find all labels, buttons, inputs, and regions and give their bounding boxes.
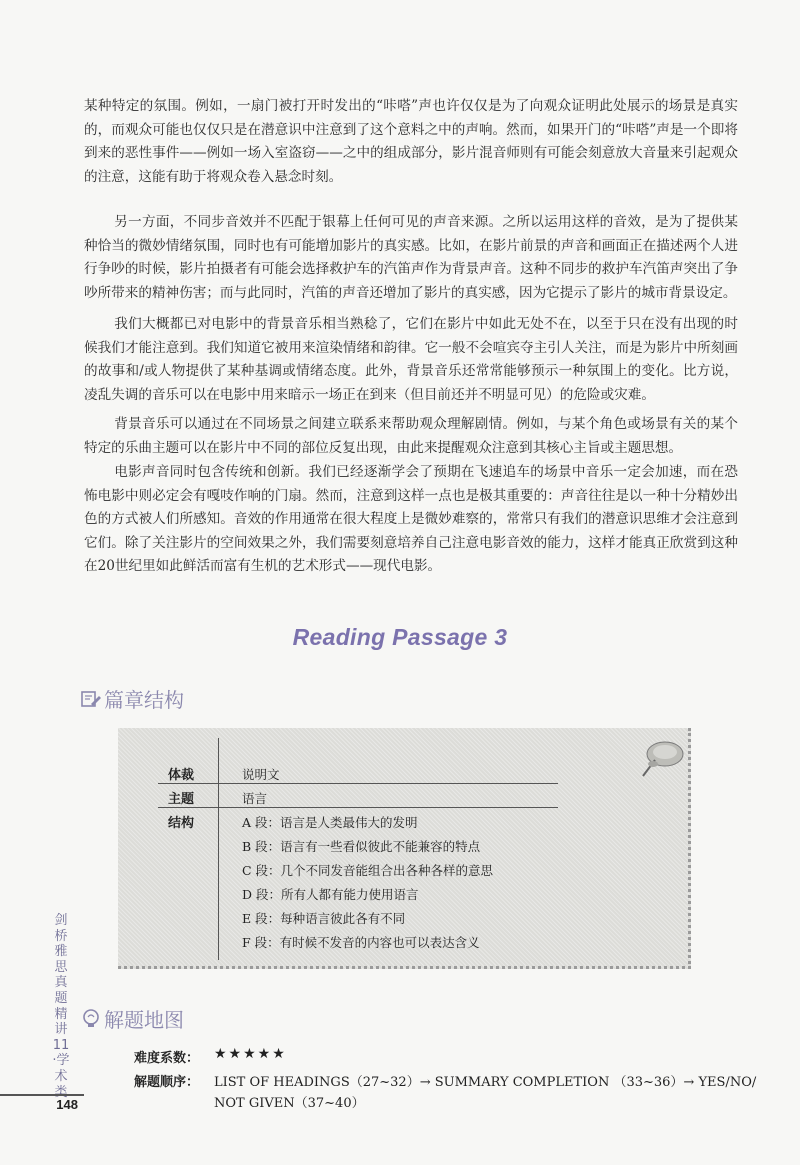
genre-label: 体裁 [168, 768, 195, 783]
genre-value: 说明文 [242, 767, 280, 782]
structure-label: 结构 [168, 816, 195, 831]
structure-item-c: C 段：几个不同发音能组合出各种各样的意思 [242, 863, 494, 878]
document-pencil-icon [80, 689, 102, 709]
book-sidebar-title: 剑桥雅思真题精讲11·学术类 [52, 913, 70, 1100]
pushpin-icon [635, 738, 687, 782]
paragraph-4: 背景音乐可以通过在不同场景之间建立联系来帮助观众理解剧情。例如，与某个角色或场景有关的某个特定的乐曲主题可以在影片中不同的部位反复出现，由此来提醒观众注意到其核心主旨或主题思想。 [84, 416, 738, 456]
page-number: 148 [56, 1097, 78, 1112]
structure-item-a: A 段：语言是人类最伟大的发明 [242, 815, 418, 830]
order-line-2: NOT GIVEN（37~40） [214, 1096, 365, 1111]
structure-item-d: D 段：所有人都有能力使用语言 [242, 887, 419, 902]
difficulty-label: 难度系数： [134, 1051, 200, 1066]
order-label: 解题顺序： [134, 1075, 200, 1090]
paragraph-1: 某种特定的氛围。例如，一扇门被打开时发出的“咔嗒”声也许仅仅是为了向观众证明此处展示的场景是真实的，而观众可能也仅仅只是在潜意识中注意到了这个意料之中的声响。然而，如果开门的“咔嗒”声是一个即将到来的恶性事件——例如一场入室盗窃——之中的组成部分，影片混音师则有可能会刻意放大音量来引起观众的注意，这能有助于将观众卷入悬念时刻。 [84, 98, 738, 185]
paragraph-3: 我们大概都已对电影中的背景音乐相当熟稔了，它们在影片中如此无处不在，以至于只在没有出现的时候我们才能注意到。我们知道它被用来渲染情绪和韵律。它一般不会喧宾夺主引人关注，而是为影片中所刻画的故事和/或人物提供了某种基调或情绪态度。此外，背景音乐还常常能够预示一种氛围上的变化。比方说，凌乱失调的音乐可以在电影中用来暗示一场正在到来（但目前还并不明显可见）的危险或灾难。 [84, 316, 738, 403]
page-number-rule [0, 1094, 84, 1096]
passage-heading: Reading Passage 3 [292, 624, 508, 650]
lightbulb-icon [80, 1008, 102, 1030]
difficulty-stars: ★★★★★ [214, 1046, 287, 1062]
structure-item-f: F 段：有时候不发音的内容也可以表达含义 [242, 935, 480, 950]
structure-table [118, 728, 691, 969]
structure-item-b: B 段：语言有一些看似彼此不能兼容的特点 [242, 839, 481, 854]
section-map-title: 解题地图 [80, 1004, 184, 1033]
topic-label: 主题 [168, 792, 195, 807]
order-line-1: LIST OF HEADINGS（27~32）→ SUMMARY COMPLETION （33~36）→ YES/NO/ [214, 1075, 757, 1090]
section-structure-title: 篇章结构 [80, 684, 184, 713]
topic-value: 语言 [242, 791, 268, 806]
structure-item-e: E 段：每种语言彼此各有不同 [242, 911, 406, 926]
paragraph-2: 另一方面，不同步音效并不匹配于银幕上任何可见的声音来源。之所以运用这样的音效，是为了提供某种恰当的微妙情绪氛围，同时也有可能增加影片的真实感。比如，在影片前景的声音和画面正在描述两个人进行争吵的时候，影片拍摄者有可能会选择救护车的汽笛声作为背景声音。这种不同步的救护车汽笛声突出了争吵所带来的精神伤害；而与此同时，汽笛的声音还增加了影片的真实感，因为它提示了影片的城市背景设定。 [84, 214, 738, 301]
paragraph-5: 电影声音同时包含传统和创新。我们已经逐渐学会了预期在飞速追车的场景中音乐一定会加速，而在恐怖电影中则必定会有嘎吱作响的门扇。然而，注意到这样一点也是极其重要的：声音往往是以一种十分精妙出色的方式被人们所感知。音效的作用通常在很大程度上是微妙难察的，常常只有我们的潜意识思维才会注意到它们。除了关注影片的空间效果之外，我们需要刻意培养自己注意电影音效的能力，这样才能真正欣赏到这种在20世纪里如此鲜活而富有生机的艺术形式——现代电影。 [84, 464, 738, 575]
